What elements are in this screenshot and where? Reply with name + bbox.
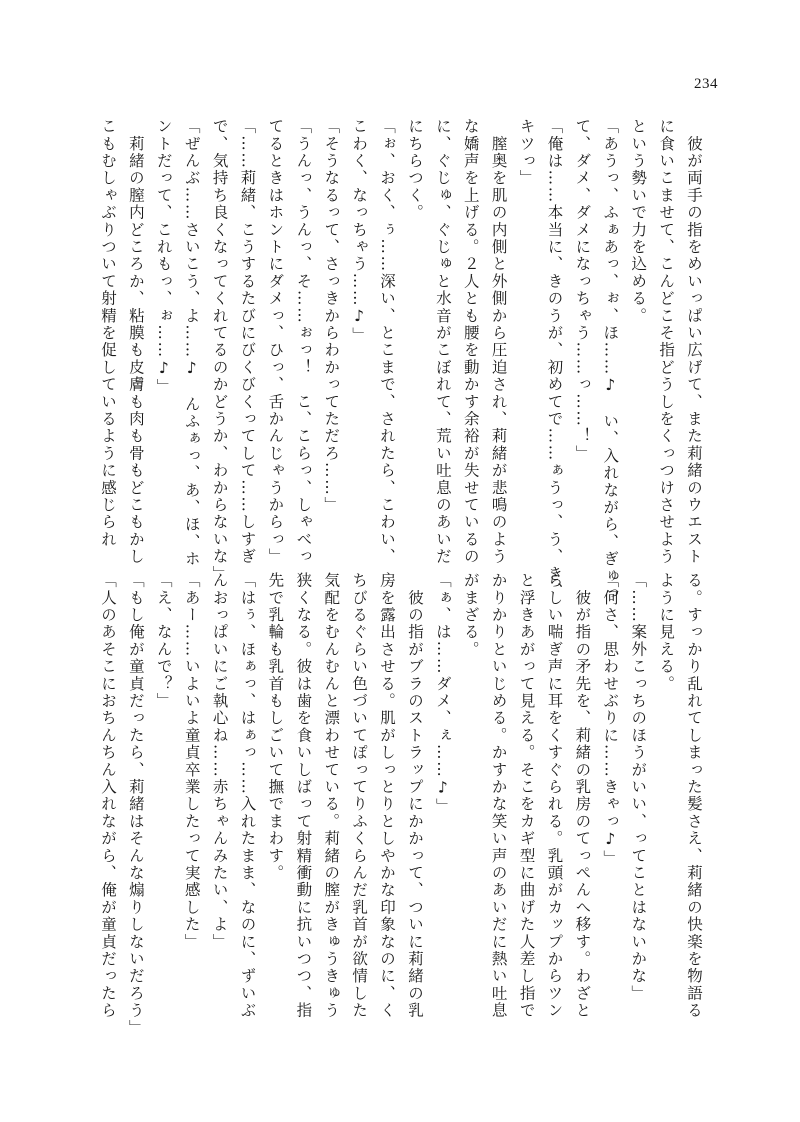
text-line: 彼が両手の指をめいっぱい広げて、また莉緒のウエスト [685, 118, 703, 566]
text-line: 房を露出させる。肌がしっとりとしやかな印象なのに、く [378, 572, 397, 1020]
text-line: 「あー……いよいよ童貞卒業したって実感した」 [182, 572, 201, 951]
text-line: 「ぁ、は……ダメ、ぇ……♪」 [433, 572, 452, 816]
text-line: ように見える。 [657, 572, 676, 693]
page-number: 234 [694, 76, 718, 92]
text-line: 「ぉ、おく、ぅ……深い、とこまで、されたら、こわい、 [378, 118, 397, 566]
text-block-top [98, 118, 707, 603]
text-line: という勢いで力を込める。 [629, 118, 648, 325]
text-line: 「はぅ、ほぁっ、はぁっ……入れたまま、なのに、ずいぶ [238, 572, 257, 1020]
text-line: 「うんっ、うんっ、そ……ぉっ！ こ、こらっ、しゃべっ [294, 118, 313, 566]
text-line: て、ダメ、ダメになっちゃう……っ……！」 [573, 118, 592, 462]
text-line: らしい喘ぎ声に耳をくすぐられる。乳頭がカップからツン [545, 572, 564, 1020]
text-line: こもむしゃぶりついて射精を促しているように感じられ [98, 118, 117, 548]
text-line: がまざる。 [461, 572, 480, 658]
text-line: で、気持ち良くなってくれてるのかどうか、わからないな」 [210, 118, 229, 583]
text-line: んおっぱいにご執心ね……赤ちゃんみたい、よ」 [210, 572, 229, 951]
text-line: にちらつく。 [405, 118, 424, 222]
text-line: ちびるぐらい色づいてぽってりふくらんだ乳首が欲情した [350, 572, 369, 1020]
text-line: 「もし俺が童貞だったら、莉緒はそんな煽りしないだろう」 [126, 572, 145, 1037]
text-line: な嬌声を上げる。２人とも腰を動かす余裕が失せているの [461, 118, 480, 566]
text-line: 「人のあそこにおちんちん入れながら、俺が童貞だったら [98, 572, 117, 1020]
text-line: 先で乳輪も乳首もしごいて撫でまわす。 [266, 572, 285, 882]
text-line: に、ぐじゅ、ぐじゅと水音がこぼれて、荒い吐息のあいだ [433, 118, 452, 566]
text-line: に食いこませて、こんどこそ指どうしをくっつけさせよう [657, 118, 676, 566]
text-line: 「あうっ、ふぁあっ、ぉ、ほ……♪ い、入れながら、ぎゅっ [601, 118, 620, 603]
text-line: 莉緒の膣内どころか、粘膜も皮膚も肉も骨もどこもかし [126, 118, 145, 566]
text-line: 「俺は……本当に、きのうが、初めてで……ぁうっ、う、き、 [545, 118, 564, 600]
text-line: 「え、なんで？」 [154, 572, 173, 710]
text-line: キツっ」 [517, 118, 536, 187]
text-line: 彼が指の矛先を、莉緒の乳房のてっぺんへ移す。わざと [573, 572, 592, 1020]
text-line: と浮きあがって見える。そこをカギ型に曲げた人差し指で [517, 572, 536, 1020]
text-line: 「何さ、思わせぶりに……きゃっ♪」 [601, 572, 620, 867]
text-line: る。すっかり乱れてしまった髪さえ、莉緒の快楽を物語る [685, 572, 703, 1020]
text-line: こわく、なっちゃう……♪」 [350, 118, 369, 345]
text-line: 「……案外こっちのほうがいい、ってことはないかな」 [629, 572, 648, 1002]
text-line: 「ぜんぶ……さいこう、よ……♪ んふぁっ、あ、ほ、ホ [182, 118, 201, 568]
text-block-bottom [98, 572, 707, 1037]
text-line: 彼の指がブラのストラップにかかって、ついに莉緒の乳 [405, 572, 424, 1020]
text-line: 「そうなるって、さっきからわかってただろ……」 [322, 118, 341, 514]
text-line: てるときはホントにダメっ、ひっ、舌かんじゃうからっ」 [266, 118, 285, 566]
text-line: 「……莉緒、こうするたびにびくびくってして……しすぎ [238, 118, 257, 566]
text-line: かりかりといじめる。かすかな笑い声のあいだに熱い吐息 [489, 572, 508, 1020]
text-line: 気配をむんむんと漂わせている。莉緒の膣がきゅうきゅう [322, 572, 341, 1020]
text-line: ントだって、これもっ、ぉ……♪」 [154, 118, 173, 396]
text-line: 狭くなる。彼は歯を食いしばって射精衝動に抗いつつ、指 [294, 572, 313, 1020]
text-line: 膣奥を肌の内側と外側から圧迫され、莉緒が悲鳴のよう [489, 118, 508, 566]
